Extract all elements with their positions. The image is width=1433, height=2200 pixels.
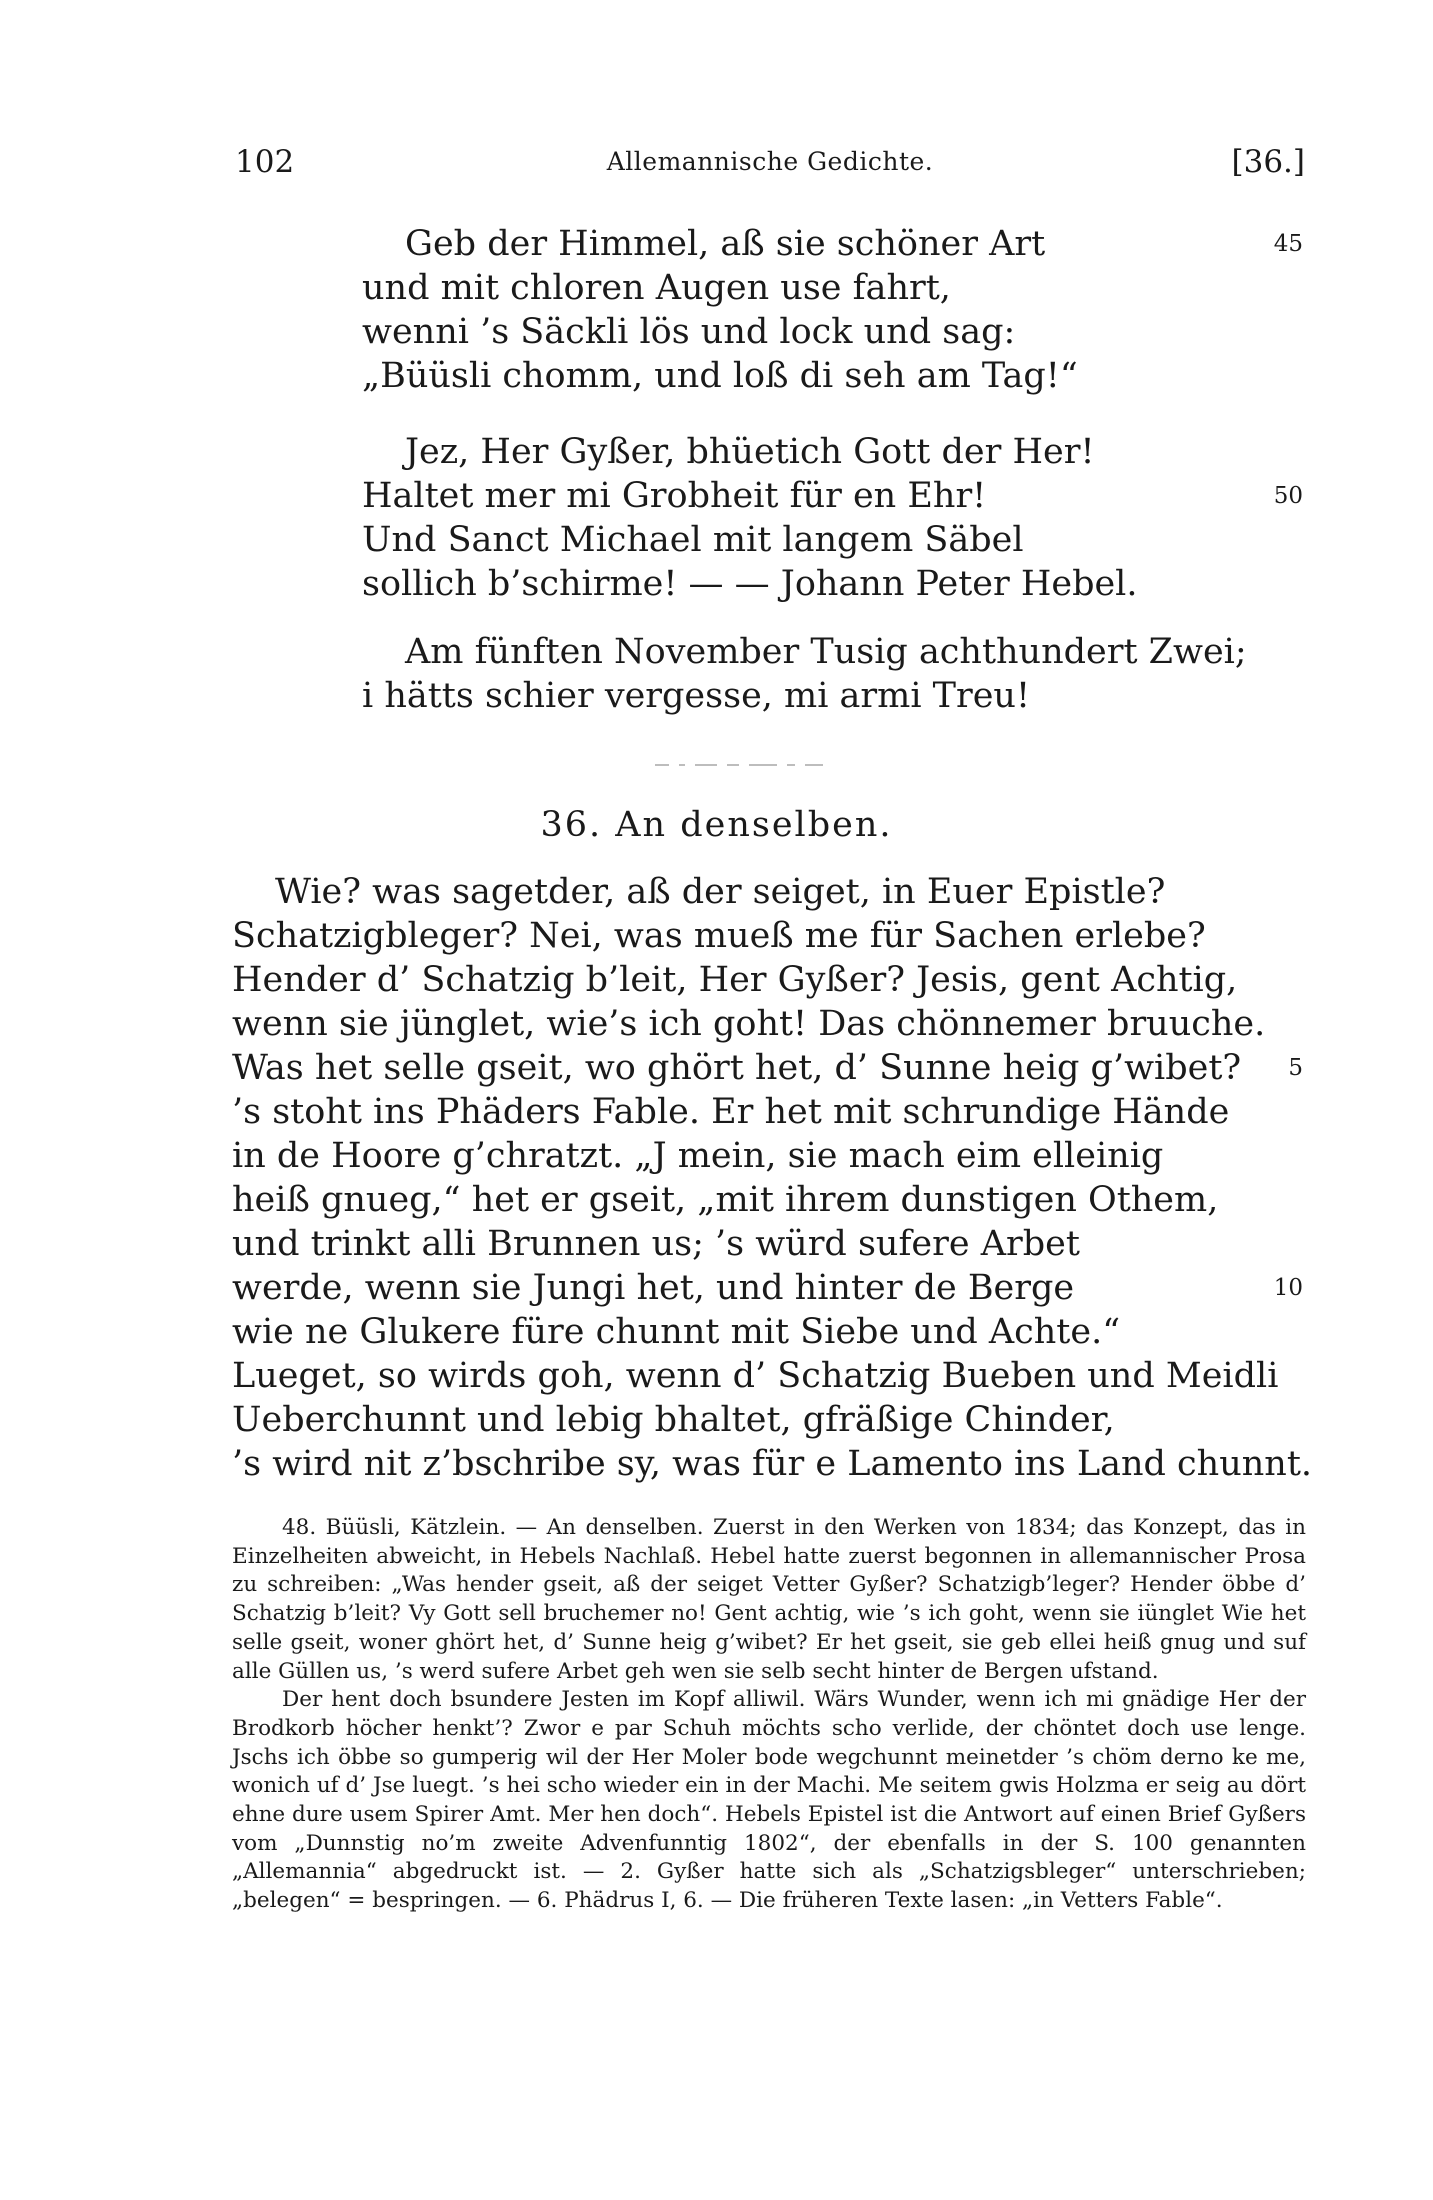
verse-text: Haltet mer mi Grobheit für en Ehr! — [362, 476, 987, 516]
poem-heading: 36. An denselben. — [540, 805, 893, 845]
footnote-paragraph: 48. Büüsli, Kätzlein. — An denselben. Zuerst in den Werken von 1834; das Konzept, das in Einzelheiten abweicht, in Hebels Nachlaß. Hebel hatte zuerst begonnen in allemannischer Prosa zu schreiben: „Was hender gseit, aß der seiget Vetter Gyßer? Schatzigb’leger? Hender öbbe d’ Schatzig b’leit? Vy Gott sell bruchemer no! Gent achtig, wie ’s ich goht, wenn sie iünglet Wie het selle gseit, woner ghört het, d’ Sunne heig g’wibet? Er het gseit, sie geb ellei heiß gnug und suf alle Güllen us, ’s werd sufere Arbet geh wen sie selb secht hinter de Bergen ufstand. — [232, 1515, 1306, 1684]
verse-text: und mit chloren Augen use fahrt, — [362, 268, 951, 308]
verse-text: sollich b’schirme! — — Johann Peter Hebel. — [362, 564, 1138, 604]
section-reference: [36.] — [1231, 144, 1305, 180]
line-number: 50 — [1273, 483, 1303, 509]
verse-text: Geb der Himmel, aß sie schöner Art — [405, 224, 1046, 264]
verse-text: in de Hoore g’chratzt. „J mein, sie mach eim elleinig — [232, 1136, 1164, 1176]
verse-line — [0, 266, 1433, 310]
verse-text: heiß gnueg,“ het er gseit, „mit ihrem dunstigen Othem, — [232, 1180, 1219, 1220]
verse-line — [0, 310, 1433, 354]
page-number: 102 — [235, 144, 295, 180]
stanza-1 — [0, 222, 1433, 398]
verse-line — [0, 1442, 1433, 1486]
verse-text: wie ne Glukere füre chunnt mit Siebe und Achte.“ — [232, 1312, 1121, 1352]
verse-text: i hätts schier vergesse, mi armi Treu! — [362, 676, 1031, 716]
verse-line — [0, 354, 1433, 398]
line-number: 10 — [1273, 1275, 1303, 1301]
footnote-paragraph: Der hent doch bsundere Jesten im Kopf alliwil. Wärs Wunder, wenn ich mi gnädige Her der Brodkorb höcher henkt’? Zwor e par Schuh möchts scho verlide, der chöntet doch use lenge. Jschs ich öbbe so gumperig wil der Her Moler bode wegchunnt meinetder ’s chöm derno ke me, wonich uf d’ Jse luegt. ’s hei scho wieder ein in der Machi. Me seitem gwis Holzma er seig au dört ehne dure usem Spirer Amt. Mer hen doch“. Hebels Epistel ist die Antwort auf einen Brief Gyßers vom „Dunnstig no’m zweite Advenfunntig 1802“, der ebenfalls in der S. 100 genannten „Allemannia“ abgedruckt ist. — 2. Gyßer hatte sich als „Schatzigsbleger“ unterschrieben; „belegen“ = bespringen. — 6. Phädrus I, 6. — Die früheren Texte lasen: „in Vetters Fable“. — [232, 1687, 1306, 1914]
stanza-3 — [0, 630, 1433, 718]
stanza-2 — [0, 430, 1433, 606]
verse-line — [0, 914, 1433, 958]
verse-line — [0, 630, 1433, 674]
verse-text: Ueberchunnt und lebig bhaltet, gfräßige Chinder, — [232, 1400, 1115, 1440]
verse-text: „Büüsli chomm, und loß di seh am Tag!“ — [362, 356, 1078, 396]
verse-line — [0, 1134, 1433, 1178]
verse-text: ’s wird nit z’bschribe sy, was für e Lamento ins Land chunnt. — [232, 1444, 1313, 1484]
verse-line — [0, 518, 1433, 562]
verse-text: Jez, Her Gyßer, bhüetich Gott der Her! — [405, 432, 1095, 472]
verse-line — [0, 674, 1433, 718]
verse-text: Am fünften November Tusig achthundert Zwei; — [405, 632, 1247, 672]
running-title: Allemannische Gedichte. — [606, 147, 934, 176]
verse-text: wenni ’s Säckli lös und lock und sag: — [362, 312, 1016, 352]
verse-line — [0, 1002, 1433, 1046]
verse-text: werde, wenn sie Jungi het, und hinter de Berge — [232, 1268, 1075, 1308]
verse-text: Hender d’ Schatzig b’leit, Her Gyßer? Jesis, gent Achtig, — [232, 960, 1238, 1000]
section-divider — [655, 754, 855, 760]
verse-text: Lueget, so wirds goh, wenn d’ Schatzig Bueben und Meidli — [232, 1356, 1279, 1396]
verse-line — [0, 870, 1433, 914]
verse-line — [0, 1310, 1433, 1354]
verse-line — [0, 430, 1433, 474]
verse-text: ’s stoht ins Phäders Fable. Er het mit schrundige Hände — [232, 1092, 1230, 1132]
verse-line — [0, 1266, 1433, 1310]
verse-text: Was het selle gseit, wo ghört het, d’ Sunne heig g’wibet? — [232, 1048, 1242, 1088]
verse-text: und trinkt alli Brunnen us; ’s würd sufere Arbet — [232, 1224, 1080, 1264]
verse-line — [0, 1222, 1433, 1266]
verse-line — [0, 1398, 1433, 1442]
line-number: 5 — [1288, 1055, 1303, 1081]
verse-line — [0, 958, 1433, 1002]
verse-text: Und Sanct Michael mit langem Säbel — [362, 520, 1024, 560]
verse-line — [0, 474, 1433, 518]
footnotes — [232, 1514, 1306, 1916]
verse-text: Schatzigbleger? Nei, was mueß me für Sachen erlebe? — [232, 916, 1206, 956]
line-number: 45 — [1273, 231, 1303, 257]
verse-text: wenn sie jünglet, wie’s ich goht! Das chönnemer bruuche. — [232, 1004, 1266, 1044]
poem-36-body — [0, 870, 1433, 1486]
verse-text: Wie? was sagetder, aß der seiget, in Euer Epistle? — [275, 872, 1166, 912]
verse-line — [0, 1046, 1433, 1090]
verse-line — [0, 1090, 1433, 1134]
verse-line — [0, 1178, 1433, 1222]
verse-line — [0, 562, 1433, 606]
verse-line — [0, 222, 1433, 266]
verse-line — [0, 1354, 1433, 1398]
running-head — [235, 140, 1305, 184]
